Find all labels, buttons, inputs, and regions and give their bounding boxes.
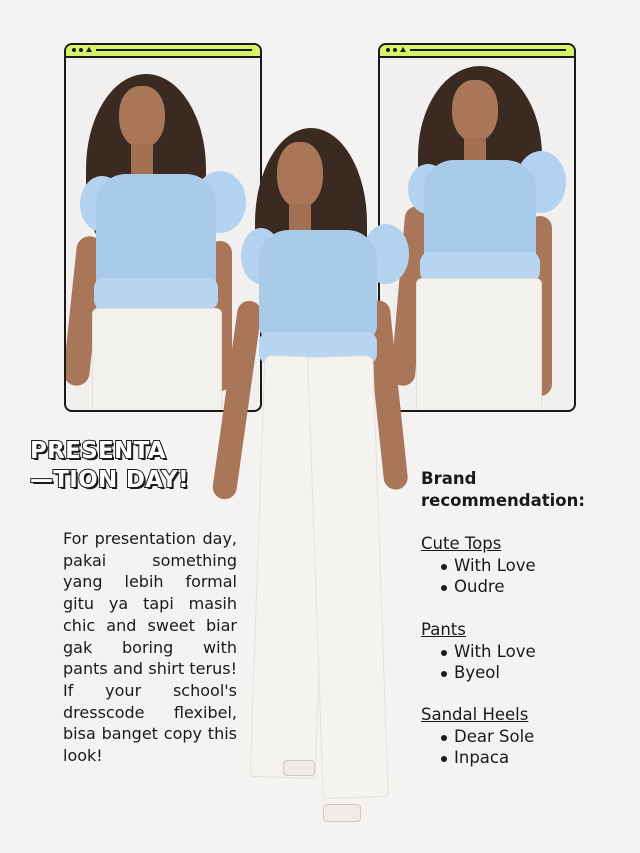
group-title: Pants	[421, 620, 466, 639]
description-text: For presentation day, pakai something yang lebih formal gitu ya tapi masih chic and sweet biar gak boring with pants and shirt terus! If your school's dresscode flexibel, bisa banget copy this look!	[63, 529, 237, 766]
list-item: Inpaca	[421, 747, 534, 769]
group-title: Cute Tops	[421, 534, 502, 553]
brand-heading: Brand recommendation:	[421, 469, 585, 510]
group-title: Sandal Heels	[421, 705, 529, 724]
list-item: With Love	[421, 641, 536, 663]
title-line-2: —TION DAY!	[30, 467, 189, 493]
brand-group-heels	[421, 704, 534, 769]
list-item: Dear Sole	[421, 726, 534, 748]
list-item: Byeol	[421, 662, 536, 684]
title-line-1: PRESENTA	[30, 438, 166, 464]
brand-group-tops	[421, 533, 536, 598]
page-title	[30, 437, 189, 495]
list-item: With Love	[421, 555, 536, 577]
model-photo-center	[215, 120, 415, 840]
list-item: Oudre	[421, 576, 536, 598]
brand-group-pants	[421, 619, 536, 684]
